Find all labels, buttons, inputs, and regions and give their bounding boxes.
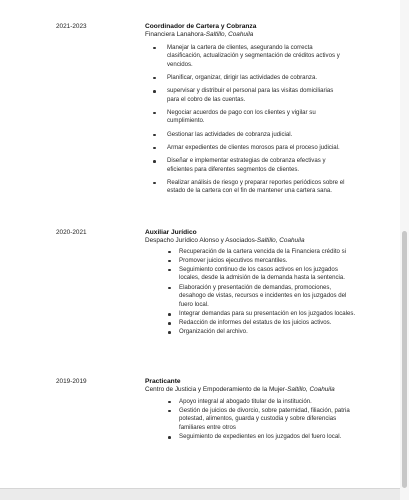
list-item: Recuperación de la cartera vencida de la Financiera crédito si — [145, 248, 359, 257]
page-bottom-edge — [0, 488, 409, 500]
responsibilities-list — [145, 398, 350, 442]
list-item: Gestión de juicios de divorcio, sobre paternidad, filiación, patria potestad, alimentos, guarda y custodia y sobre diferencias familiares entre otros — [145, 407, 350, 433]
list-item: Organización del archivo. — [145, 328, 359, 337]
list-item: Planificar, organizar, dirigir las actividades de cobranza. — [145, 74, 345, 83]
entry-date: 2019-2019 — [56, 378, 87, 385]
list-item: Gestionar las actividades de cobranza judicial. — [145, 131, 345, 140]
employer-name: Centro de Justicia y Empoderamiento de la Mujer- — [145, 386, 288, 393]
job-title: Auxiliar Jurídico — [145, 229, 197, 236]
employer-city: Saltillo, Coahuila — [256, 237, 305, 244]
list-item: Apoyo integral al abogado titular de la institución. — [145, 398, 350, 407]
employer-name: Despacho Jurídico Alonso y Asociados- — [145, 237, 257, 244]
list-item: Armar expedientes de clientes morosos para el proceso judicial. — [145, 144, 345, 153]
job-title: Coordinador de Cartera y Cobranza — [145, 23, 257, 30]
list-item: Elaboración y presentación de demandas, promociones, desahogo de vistas, recursos e incidentes en los juzgados del fuero local. — [145, 284, 359, 310]
list-item: Realizar análisis de riesgo y preparar reportes periódicos sobre el estado de la cartera con el fin de mantener una cartera sana. — [145, 179, 345, 196]
list-item: Negociar acuerdos de pago con los clientes y vigilar su cumplimiento. — [145, 109, 345, 126]
entry-content — [145, 228, 360, 337]
entry-date: 2021-2023 — [56, 23, 87, 30]
employer-city: Saltillo, Coahuila — [205, 31, 254, 38]
employer-city: Saltillo, Coahuila — [287, 386, 335, 393]
list-item: Manejar la cartera de clientes, asegurando la correcta clasificación, actualización y segmentación de créditos activos y vencidos. — [145, 44, 345, 70]
job-title: Practicante — [145, 378, 181, 385]
list-item: Seguimiento continuo de los casos activos en los juzgados locales, desde la admisión de la demanda hasta la sentencia. — [145, 266, 359, 283]
list-item: Integrar demandas para su presentación en los juzgados locales. — [145, 310, 359, 319]
entry-content — [145, 377, 360, 442]
entry-date: 2020-2021 — [56, 229, 87, 236]
vertical-scrollbar[interactable] — [400, 0, 409, 500]
responsibilities-list — [145, 248, 359, 338]
list-item: Diseñar e implementar estrategias de cobranza efectivas y eficientes para diferentes segmentos de clientes. — [145, 157, 345, 174]
employer-line — [145, 386, 360, 395]
list-item: supervisar y distribuir el personal para las visitas domiciliarias para el cobro de las cuentas. — [145, 87, 345, 104]
employer-line — [145, 31, 360, 40]
entry-content — [145, 22, 360, 196]
responsibilities-list — [145, 44, 345, 196]
employer-line — [145, 237, 360, 246]
list-item: Seguimiento de expedientes en los juzgados del fuero local. — [145, 433, 350, 442]
list-item: Promover juicios ejecutivos mercantiles. — [145, 257, 359, 266]
employer-name: Financiera Lanahora- — [145, 31, 206, 38]
scrollbar-thumb[interactable] — [402, 231, 407, 488]
list-item: Redacción de informes del estatus de los juicios activos. — [145, 319, 359, 328]
